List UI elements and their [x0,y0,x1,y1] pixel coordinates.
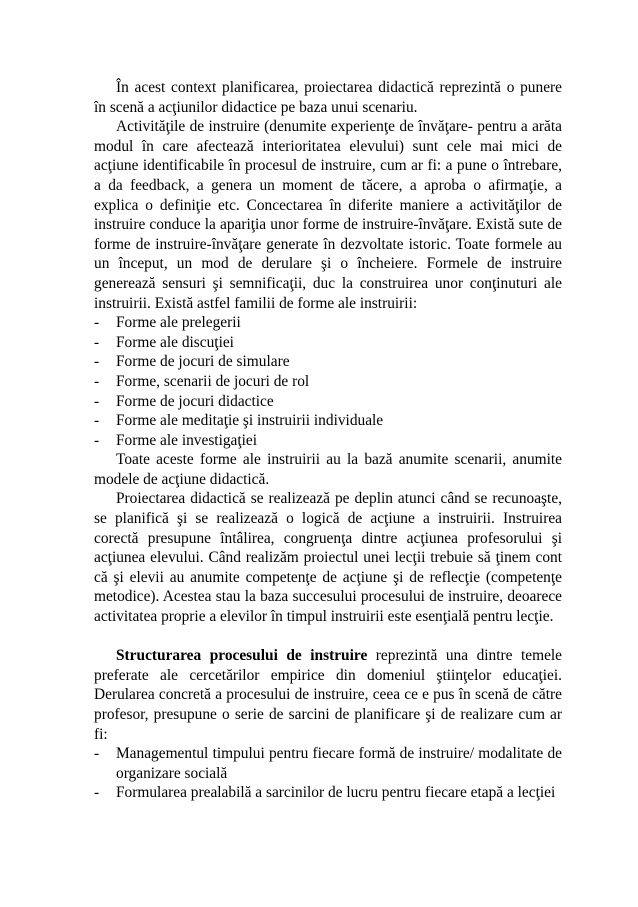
forms-list [94,313,562,450]
list-item [94,744,562,783]
structuring-text: reprezintă una dintre temele preferate ale cercetărilor empirice din domeniul ştiinţelor educaţiei. Derularea concretă a procesului de instruire, ceea ce e pus în scenă de către profesor, presupune o serie de sarcini de planificare şi de realizare cum ar fi: [94,647,563,743]
paragraph-design: Proiectarea didactică se realizează pe deplin atunci când se recunoaşte, se planifică şi se realizează o logică de acţiune a instruirii. Instruirea corectă presupune întâlirea, congruenţa dintre acţiunea profesorului şi acţiunea elevului. Când realizăm proiectul unei lecţii trebuie să ţinem cont că şi elevii au anumite competenţe de acţiune şi de reflecţie (competenţe metodice). Acestea stau la baza succesului procesului de instruire, deoarece activitatea proprie a elevilor în timpul instruirii este esenţială pentru lecţie. [94,490,562,626]
dash-bullet: - [94,333,100,351]
list-item [94,411,562,431]
structuring-heading: Structurarea procesului de instruire [116,647,368,665]
tasks-list [94,744,562,803]
list-item-text: Forme ale investigaţiei [116,431,258,449]
dash-bullet: - [94,745,100,763]
list-item [94,372,562,392]
list-item [94,783,562,803]
list-item-text: Forme, scenarii de jocuri de rol [116,372,310,390]
list-item [94,352,562,372]
paragraph-gap [94,627,562,647]
list-item [94,392,562,412]
dash-bullet: - [94,392,100,410]
list-item-text: Forme ale discuţiei [116,333,234,351]
list-item [94,431,562,451]
document-page [94,78,562,803]
list-item-text: Forme ale meditaţie şi instruirii individuale [116,412,384,430]
list-item [94,333,562,353]
paragraph-context: În acest context planificarea, proiectarea didactică reprezintă o punere în scenă a acţiunilor didactice pe baza unui scenariu. [94,79,562,116]
paragraph-activities: Activităţile de instruire (denumite experienţe de învăţare- pentru a arăta modul în care afectează interioritatea elevului) sunt cele mai mici de acţiune identificabile în procesul de instruire, cum ar fi: a pune o întrebare, a da feedback, a genera un moment de tăcere, a aproba o afirmaţie, a explica o definiţie etc. Concectarea în diferite maniere a activităţilor de instruire conduce la apariţia unor forme de instruire-învăţare. Există sute de forme de instruire-învăţare generate în dezvoltate istoric. Toate formele au un început, un mod de derulare şi o încheiere. Formele de instruire generează sensuri şi semnificaţii, duc la construirea unor conţinuturi ale instruirii. Există astfel familii de forme ale instruirii: [94,118,562,312]
list-item [94,313,562,333]
list-item-text: Forme de jocuri didactice [116,392,274,410]
list-item-text: Forme ale prelegerii [116,314,241,332]
list-item-text: Forme de jocuri de simulare [116,353,290,371]
dash-bullet: - [94,314,100,332]
dash-bullet: - [94,412,100,430]
dash-bullet: - [94,431,100,449]
dash-bullet: - [94,784,100,802]
paragraph-scenarios: Toate aceste forme ale instruirii au la bază anumite scenarii, anumite modele de acţiune didactică. [94,451,562,488]
paragraph-structuring [94,646,562,744]
list-item-text: Managementul timpului pentru fiecare formă de instruire/ modalitate de organizare socială [116,745,562,782]
dash-bullet: - [94,372,100,390]
dash-bullet: - [94,353,100,371]
list-item-text: Formularea prealabilă a sarcinilor de lucru pentru fiecare etapă a lecţiei [116,784,556,802]
